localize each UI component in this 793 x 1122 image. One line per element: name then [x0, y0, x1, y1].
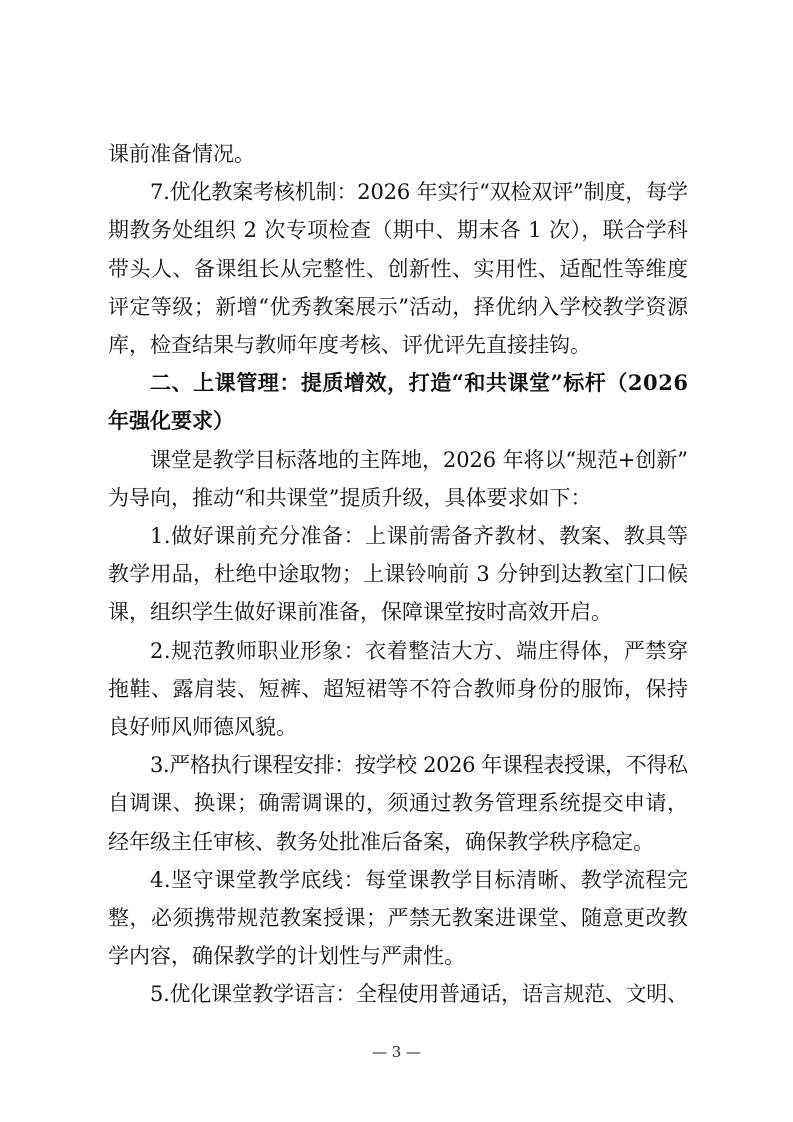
text-line: 整，必须携带规范教案授课；严禁无教案进课堂、随意更改教: [108, 906, 689, 930]
section-heading: 二、上课管理：提质增效，打造“和共课堂”标杆（2026: [150, 370, 689, 396]
text-line: 3.严格执行课程安排：按学校 2026 年课程表授课，不得私: [150, 753, 688, 778]
text-line: 库，检查结果与教师年度考核、评优评先直接挂钩。: [108, 333, 591, 357]
text-line: 1.做好课前充分准备：上课前需备齐教材、教案、教具等: [150, 524, 689, 548]
section-heading: 年强化要求）: [108, 408, 234, 434]
text-line: 2.规范教师职业形象：衣着整洁大方、端庄得体，严禁穿: [150, 638, 689, 663]
page-number: — 3 —: [371, 1043, 422, 1061]
text-line: 带头人、备课组长从完整性、创新性、实用性、适配性等维度: [108, 256, 689, 281]
text-line: 学内容，确保教学的计划性与严肃性。: [108, 944, 465, 969]
text-line: 课，组织学生做好课前准备，保障课堂按时高效开启。: [108, 600, 612, 625]
text-line: 良好师风师德风貌。: [108, 715, 297, 739]
text-line: 拖鞋、露肩装、短裤、超短裙等不符合教师身份的服饰，保持: [108, 676, 689, 701]
text-line: 期教务处组织 2 次专项检查（期中、期末各 1 次），联合学科: [108, 218, 689, 243]
text-line: 5.优化课堂教学语言：全程使用普通话，语言规范、文明、: [150, 982, 688, 1007]
text-line: 自调课、换课；确需调课的，须通过教务管理系统提交申请，: [108, 791, 689, 816]
text-line: 4.坚守课堂教学底线：每堂课教学目标清晰、教学流程完: [150, 867, 689, 892]
text-line: 课前准备情况。: [108, 142, 255, 166]
text-line: 经年级主任审核、教务处批准后备案，确保教学秩序稳定。: [108, 829, 654, 854]
text-line: 教学用品，杜绝中途取物；上课铃响前 3 分钟到达教室门口候: [108, 562, 689, 587]
text-line: 课堂是教学目标落地的主阵地，2026 年将以“规范+创新”: [150, 447, 688, 472]
text-line: 为导向，推动“和共课堂”提质升级，具体要求如下：: [108, 485, 592, 510]
text-line: 7.优化教案考核机制：2026 年实行“双检双评”制度，每学: [150, 180, 688, 205]
text-line: 评定等级；新增“优秀教案展示”活动，择优纳入学校教学资源: [108, 294, 689, 319]
